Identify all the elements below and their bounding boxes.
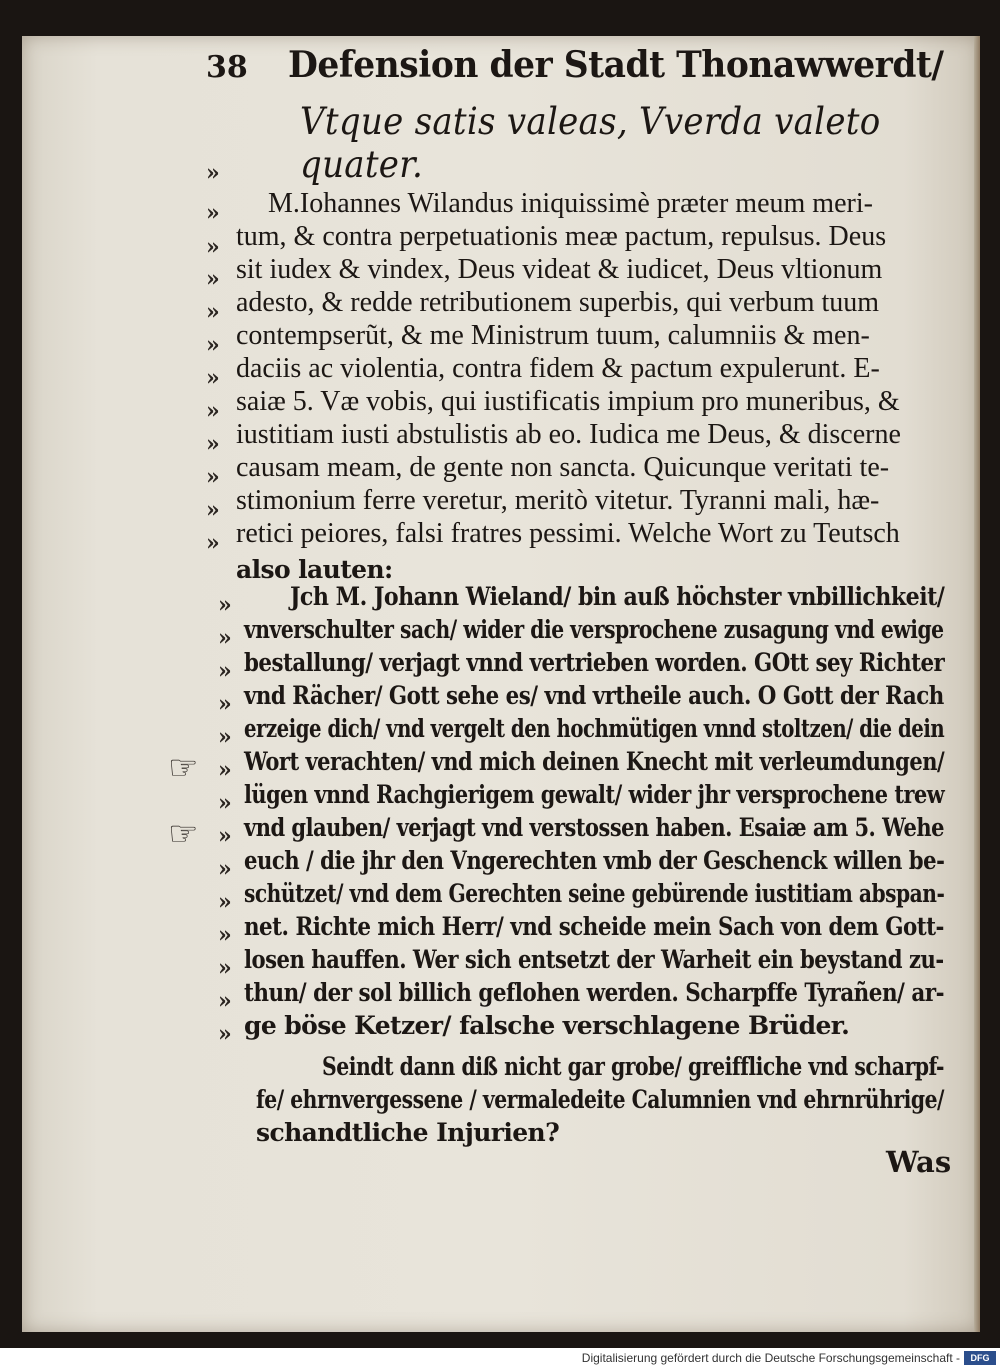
- german-line: thun/ der sol billich geflohen werden. Scharpffe Tyrañen/ ar-: [244, 978, 944, 1007]
- latin-line: sit iudex & vindex, Deus videat & iudicet, Deus vltionum: [236, 254, 883, 285]
- german-line: Wort verachten/ vnd mich deinen Knecht mit verleumdungen/: [244, 747, 945, 776]
- footer-bar: [0, 1348, 1000, 1369]
- latin-line: adesto, & redde retributionem superbis, qui verbum tuum: [236, 287, 880, 318]
- quote-mark: »: [218, 658, 232, 684]
- quote-mark: »: [206, 530, 220, 556]
- quote-mark: »: [206, 200, 220, 226]
- latin-line: iustitiam iusti abstulistis ab eo. Iudica me Deus, & discerne: [236, 419, 901, 450]
- quote-mark: »: [218, 988, 232, 1014]
- closing-line: fe/ ehrnvergessene / vermaledeite Calumnien vnd ehrnrührige/: [256, 1085, 944, 1114]
- page-edge: [974, 36, 980, 1332]
- page-number: 38: [206, 50, 248, 85]
- quote-mark: »: [206, 299, 220, 325]
- german-line: erzeige dich/ vnd vergelt den hochmütigen vnnd stoltzen/ die dein: [244, 714, 945, 743]
- latin-line: saiæ 5. Væ vobis, qui iustificatis impium pro muneribus, &: [236, 386, 900, 417]
- german-line: net. Richte mich Herr/ vnd scheide mein Sach von dem Gott-: [244, 912, 944, 941]
- quote-mark: »: [218, 955, 232, 981]
- closing-line: Seindt dann diß nicht gar grobe/ greiffliche vnd scharpf-: [322, 1052, 945, 1081]
- latin-line: M.Iohannes Wilandus iniquissimè præter meum meri-: [268, 188, 873, 219]
- quote-mark: »: [218, 757, 232, 783]
- quote-mark: »: [218, 724, 232, 750]
- quote-mark: »: [218, 790, 232, 816]
- catchword: Was: [886, 1145, 952, 1179]
- quote-mark: »: [206, 398, 220, 424]
- german-line: vnd glauben/ verjagt vnd verstossen haben. Esaiæ am 5. Wehe: [244, 813, 944, 842]
- latin-line: retici peiores, falsi fratres pessimi. Welche Wort zu Teutsch: [236, 518, 900, 549]
- closing-line: schandtliche Injurien?: [256, 1118, 560, 1147]
- quote-mark: »: [218, 1021, 232, 1047]
- german-line: losen hauffen. Wer sich entsetzt der Warheit ein beystand zu-: [244, 945, 944, 974]
- quote-mark: »: [218, 922, 232, 948]
- german-line: lügen vnnd Rachgierigem gewalt/ wider jhr versprochene trew: [244, 780, 945, 809]
- footer-credit: Digitalisierung gefördert durch die Deutsche Forschungsgemeinschaft -: [581, 1351, 960, 1365]
- transition-line: also lauten:: [236, 555, 393, 584]
- pointing-hand-icon: ☞: [168, 814, 199, 854]
- quote-mark: »: [206, 234, 220, 260]
- german-line: bestallung/ verjagt vnnd vertrieben worden. GOtt sey Richter: [244, 648, 945, 677]
- pointing-hand-icon: ☞: [168, 748, 199, 788]
- quote-mark: »: [218, 823, 232, 849]
- quote-mark: »: [218, 691, 232, 717]
- quote-mark: »: [206, 160, 220, 186]
- german-line: Jch M. Johann Wieland/ bin auß höchster vnbillichkeit/: [290, 582, 945, 611]
- german-line: ge böse Ketzer/ falsche verschlagene Brüder.: [244, 1011, 850, 1040]
- latin-line: tum, & contra perpetuationis meæ pactum, repulsus. Deus: [236, 221, 887, 252]
- german-line: vnverschulter sach/ wider die versprochene zusagung vnd ewige: [244, 615, 944, 644]
- german-line: euch / die jhr den Vngerechten vmb der Geschenck willen be-: [244, 846, 945, 875]
- quote-mark: »: [206, 365, 220, 391]
- quote-mark: »: [206, 464, 220, 490]
- latin-line: causam meam, de gente non sancta. Quicunque veritati te-: [236, 452, 890, 483]
- quote-mark: »: [206, 431, 220, 457]
- quote-mark: »: [218, 889, 232, 915]
- italic-verse: Vtque satis valeas, Vverda valeto quater.: [300, 100, 881, 186]
- latin-line: daciis ac violentia, contra fidem & pactum expulerunt. E-: [236, 353, 880, 384]
- quote-mark: »: [218, 856, 232, 882]
- latin-line: stimonium ferre veretur, meritò vitetur. Tyranni mali, hæ-: [236, 485, 880, 516]
- running-title: Defension der Stadt Thonawwerdt/: [288, 44, 944, 86]
- quote-mark: »: [206, 497, 220, 523]
- latin-line: contempserũt, & me Ministrum tuum, calumniis & men-: [236, 320, 870, 351]
- quote-mark: »: [218, 592, 232, 618]
- dfg-logo: DFG: [964, 1351, 996, 1365]
- quote-mark: »: [206, 332, 220, 358]
- quote-mark: »: [218, 625, 232, 651]
- german-line: schützet/ vnd dem Gerechten seine gebürende iustitiam abspan-: [244, 879, 945, 908]
- quote-mark: »: [206, 266, 220, 292]
- german-line: vnd Rächer/ Gott sehe es/ vnd vrtheile auch. O Gott der Rach: [244, 681, 944, 710]
